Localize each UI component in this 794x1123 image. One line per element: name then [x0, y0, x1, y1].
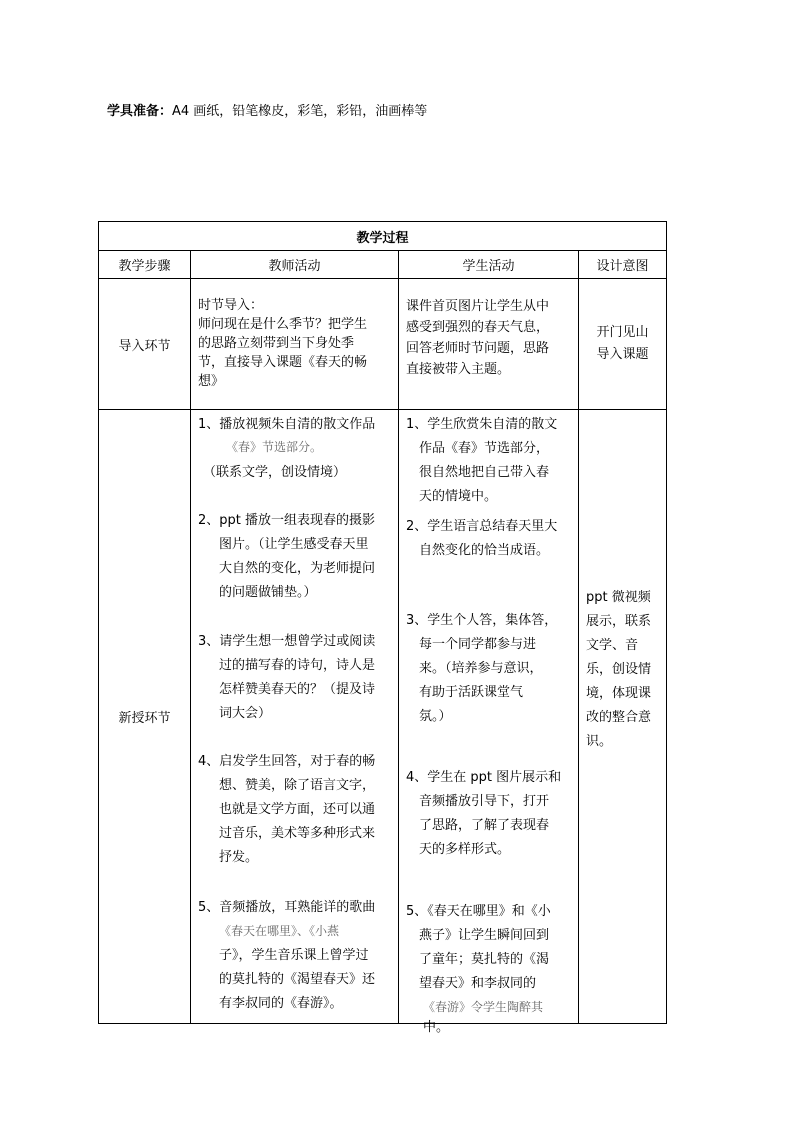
table-row	[99, 410, 667, 1024]
step-intro: 导入环节	[99, 279, 191, 410]
teaching-process-table	[98, 221, 667, 1035]
materials-label: 学具准备：	[107, 104, 173, 119]
table-row	[99, 279, 667, 410]
teacher-intro: 时节导入： 师问现在是什么季节？把学生 的思路立刻带到当下身处季 节，直接导入课题《春天的畅 想》	[191, 279, 399, 410]
materials-line	[107, 104, 427, 120]
table-header-row	[99, 251, 667, 279]
student-intro: 课件首页图片让学生从中 感受到强烈的春天气息， 回答老师时节问题，思路 直接被带入主题。	[399, 279, 579, 410]
design-new: ppt 微视频 展示，联系 文学、音 乐，创设情 境，体现课 改的整合意 识。	[579, 410, 667, 1024]
step-new: 新授环节	[99, 410, 191, 1024]
header-teacher: 教师活动	[191, 251, 399, 279]
teacher-new: 1、播放视频朱自清的散文作品 《春》节选部分。 （联系文学，创设情境） 2、ppt 播放一组表现春的摄影 图片。（让学生感受春天里 大自然的变化，为老师提问 的问题做铺垫。） 3、请学生想一想曾学过或阅读 过的描写春的诗句，诗人是 怎样赞美春天的？（提及诗 词大会） 4、启发学生回答，对于春的畅 想、赞美，除了语言文字， 也就是文学方面，还可以通 过音乐，美术等多种形式来 抒发。 5、音频播放，耳熟能详的歌曲 《春天在哪里》、《小燕 子》，学生音乐课上曾学过 的莫扎特的《渴望春天》还 有李叔同的《春游》。	[191, 410, 399, 1024]
header-step: 教学步骤	[99, 251, 191, 279]
header-design: 设计意图	[579, 251, 667, 279]
header-student: 学生活动	[399, 251, 579, 279]
student-new: 1、学生欣赏朱自清的散文 作品《春》节选部分， 很自然地把自己带入春 天的情境中。 2、学生语言总结春天里大 自然变化的恰当成语。 3、学生个人答，集体答， 每一个同学都参与进 来。（培养参与意识， 有助于活跃课堂气 氛。） 4、学生在 ppt 图片展示和 音频播放引导下，打开 了思路，了解了表现春 天的多样形式。 5、《春天在哪里》和《小 燕子》让学生瞬间回到 了童年；莫扎特的《渴 望春天》和李叔同的 《春游》令学生陶醉其 中。	[399, 410, 579, 1024]
table-title: 教学过程	[99, 222, 667, 251]
design-intro: 开门见山 导入课题	[579, 279, 667, 410]
materials-text: A4 画纸，铅笔橡皮，彩笔，彩铅，油画棒等	[172, 104, 428, 119]
